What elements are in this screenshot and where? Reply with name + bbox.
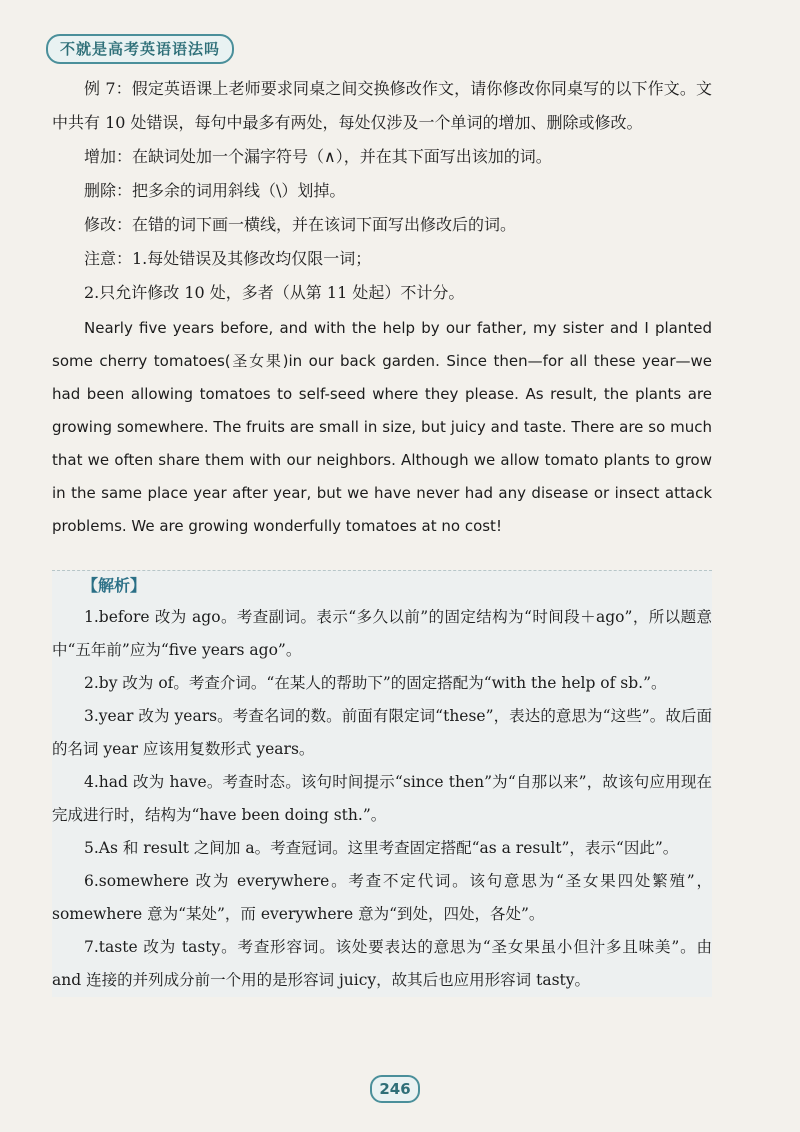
instruction-delete: 删除：把多余的词用斜线（\）划掉。 [84, 181, 346, 200]
example-intro: 例 7：假定英语课上老师要求同桌之间交换修改作文，请你修改你同桌写的以下作文。文中共有 10 处错误，每句中最多有两处，每处仅涉及一个单词的增加、删除或修改。 [52, 79, 712, 132]
analysis-item-6: 6.somewhere 改为 everywhere。考查不定代词。该句意思为“圣女果四处繁殖”，somewhere 意为“某处”，而 everywhere 意为“到处，四处，各处”。 [52, 872, 712, 923]
analysis-section [52, 570, 712, 997]
page-number: 246 [370, 1075, 420, 1103]
instruction-modify: 修改：在错的词下画一横线，并在该词下面写出修改后的词。 [84, 215, 517, 234]
analysis-item-1: 1.before 改为 ago。考查副词。表示“多久以前”的固定结构为“时间段＋ago”，所以题意中“五年前”应为“five years ago”。 [52, 608, 712, 659]
analysis-item-7: 7.taste 改为 tasty。考查形容词。该处要表达的意思为“圣女果虽小但汁多且味美”。由 and 连接的并列成分前一个用的是形容词 juicy，故其后也应用形容词 tasty。 [52, 938, 712, 989]
analysis-item-4: 4.had 改为 have。考查时态。该句时间提示“since then”为“自那以来”，故该句应用现在完成进行时，结构为“have been doing sth.”。 [52, 773, 712, 824]
analysis-title: 【解析】 [82, 576, 147, 595]
book-series-tag: 不就是高考英语语法吗 [46, 34, 234, 64]
analysis-item-5: 5.As 和 result 之间加 a。考查冠词。这里考查固定搭配“as a result”，表示“因此”。 [84, 839, 679, 857]
english-passage: Nearly five years before, and with the help by our father, my sister and I planted some cherry tomatoes(圣女果)in our back garden. Since then—for all these year—we had been allowing tomatoes to self-seed where they please. As result, the plants are growing somewhere. The fruits are small in size, but juicy and taste. There are so much that we often share them with our neighbors. Although we allow tomato plants to grow in the same place year after year, but we have never had any disease or insect attack problems. We are growing wonderfully tomatoes at no cost! [52, 319, 712, 535]
instruction-note-2: 2.只允许修改 10 处，多者（从第 11 处起）不计分。 [84, 283, 465, 302]
instruction-note-1: 注意：1.每处错误及其修改均仅限一词； [84, 249, 372, 268]
example-section [52, 72, 712, 543]
analysis-item-2: 2.by 改为 of。考查介词。“在某人的帮助下”的固定搭配为“with the help of sb.”。 [84, 674, 667, 692]
instruction-add: 增加：在缺词处加一个漏字符号（∧），并在其下面写出该加的词。 [84, 147, 552, 166]
analysis-item-3: 3.year 改为 years。考查名词的数。前面有限定词“these”，表达的意思为“这些”。故后面的名词 year 应该用复数形式 years。 [52, 707, 712, 758]
